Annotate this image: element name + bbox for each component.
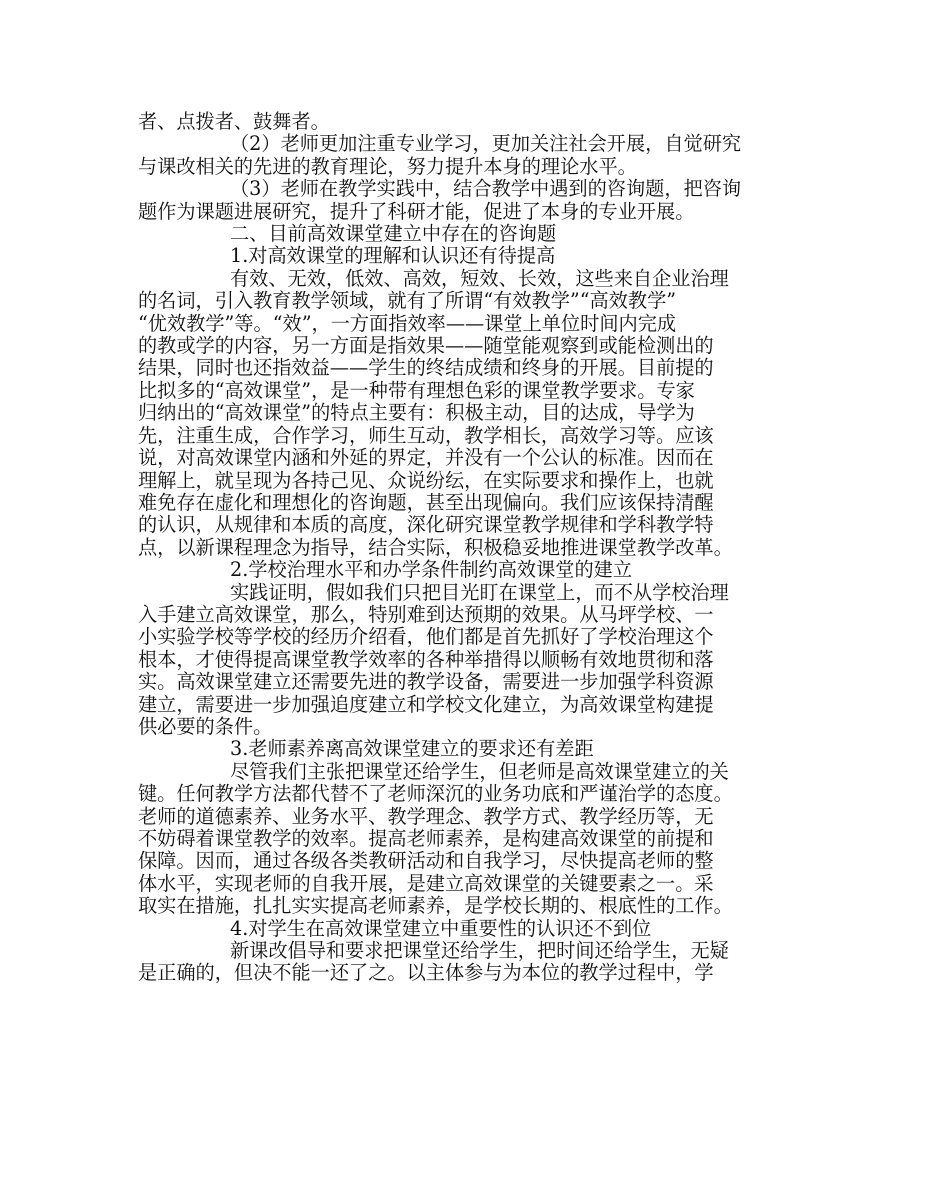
text-line: 不妨碍着课堂教学的效率。提高老师素养，是构建高效课堂的前提和: [138, 827, 714, 850]
text-line: 建立，需要进一步加强追度建立和学校文化建立，为高效课堂构建提: [138, 692, 714, 716]
text-line: 小实验学校等学校的经历介绍看，他们都是首先抓好了学校治理这个: [138, 625, 714, 649]
text-line: 的教或学的内容，另一方面是指效果——随堂能观察到或能检测出的: [138, 334, 714, 358]
text-line: 是正确的，但决不能一还了之。以主体参与为本位的教学过程中，学: [138, 961, 714, 985]
text-line: （2）老师更加注重专业学习，更加关注社会开展，自觉研究: [230, 132, 742, 156]
text-line: 入手建立高效课堂，那么，特别难到达预期的效果。从马坪学校、一: [138, 602, 714, 626]
text-line: 的认识，从规律和本质的高度，深化研究课堂教学规律和学科教学特: [138, 513, 714, 537]
text-line: 1.对高效课堂的理解和认识还有待提高: [230, 244, 556, 268]
text-line: 老师的道德素养、业务水平、教学理念、教学方式、教学经历等，无: [138, 804, 714, 828]
text-line: 归纳出的“高效课堂”的特点主要有：积极主动，目的达成，导学为: [138, 401, 695, 425]
text-line: 结果，同时也还指效益——学生的终结成绩和终身的开展。目前提的: [138, 356, 714, 380]
text-line: 有效、无效，低效、高效，短效、长效，这些来自企业治理: [230, 266, 729, 290]
text-line: 根本，才使得提高课堂教学效率的各种举措得以顺畅有效地贯彻和落: [138, 647, 714, 671]
text-line: 实。高效课堂建立还需要先进的教学设备，需要进一步加强学科资源: [138, 670, 714, 694]
text-line: 2.学校治理水平和办学条件制约高效课堂的建立: [230, 558, 633, 582]
document-body: [138, 111, 818, 985]
text-line: 体水平，实现老师的自我开展，是建立高效课堂的关键要素之一。采: [138, 871, 714, 895]
text-line: 题作为课题进展研究，提升了科研才能，促进了本身的专业开展。: [138, 199, 695, 223]
text-line: 保障。因而，通过各级各类教研活动和自我学习，尽快提高老师的整: [138, 849, 714, 873]
text-line: 3.老师素养离高效课堂建立的要求还有差距: [230, 737, 594, 761]
text-line: 二、目前高效课堂建立中存在的咨询题: [230, 222, 557, 246]
text-line: 说，对高效课堂内涵和外延的界定，并没有一个公认的标准。因而在: [138, 446, 714, 470]
text-line: （3）老师在教学实践中，结合教学中遇到的咨询题，把咨询: [230, 177, 742, 201]
text-line: 新课改倡导和要求把课堂还给学生，把时间还给学生，无疑: [230, 939, 729, 963]
text-line: 实践证明，假如我们只把目光盯在课堂上，而不从学校治理: [230, 580, 729, 604]
text-line: 难免存在虚化和理想化的咨询题，甚至出现偏向。我们应该保持清醒: [138, 490, 714, 514]
text-line: 先，注重生成，合作学习，师生互动，教学相长，高效学习等。应该: [138, 423, 714, 447]
text-line: 比拟多的“高效课堂”，是一种带有理想色彩的课堂教学要求。专家: [138, 378, 695, 402]
text-line: 与课改相关的先进的教育理论，努力提升本身的理论水平。: [138, 154, 637, 178]
text-line: “优效教学”等。“效”，一方面指效率——课堂上单位时间内完成: [138, 311, 677, 335]
text-line: 4.对学生在高效课堂建立中重要性的认识还不到位: [230, 916, 652, 940]
text-line: 供必要的条件。: [138, 714, 273, 738]
text-line: 键。任何教学方法都代替不了老师深沉的业务功底和严谨治学的态度。: [138, 782, 733, 806]
text-line: 者、点拨者、鼓舞者。: [138, 110, 330, 133]
text-line: 尽管我们主张把课堂还给学生，但老师是高效课堂建立的关: [230, 759, 729, 783]
text-line: 取实在措施，扎扎实实提高老师素养，是学校长期的、根底性的工作。: [138, 894, 733, 918]
text-line: 的名词，引入教育教学领域，就有了所谓“有效教学”“高效教学”: [138, 289, 677, 313]
text-line: 理解上，就呈现为各持己见、众说纷纭，在实际要求和操作上，也就: [138, 468, 714, 492]
text-line: 点，以新课程理念为指导，结合实际，积极稳妥地推进课堂教学改革。: [138, 535, 733, 559]
